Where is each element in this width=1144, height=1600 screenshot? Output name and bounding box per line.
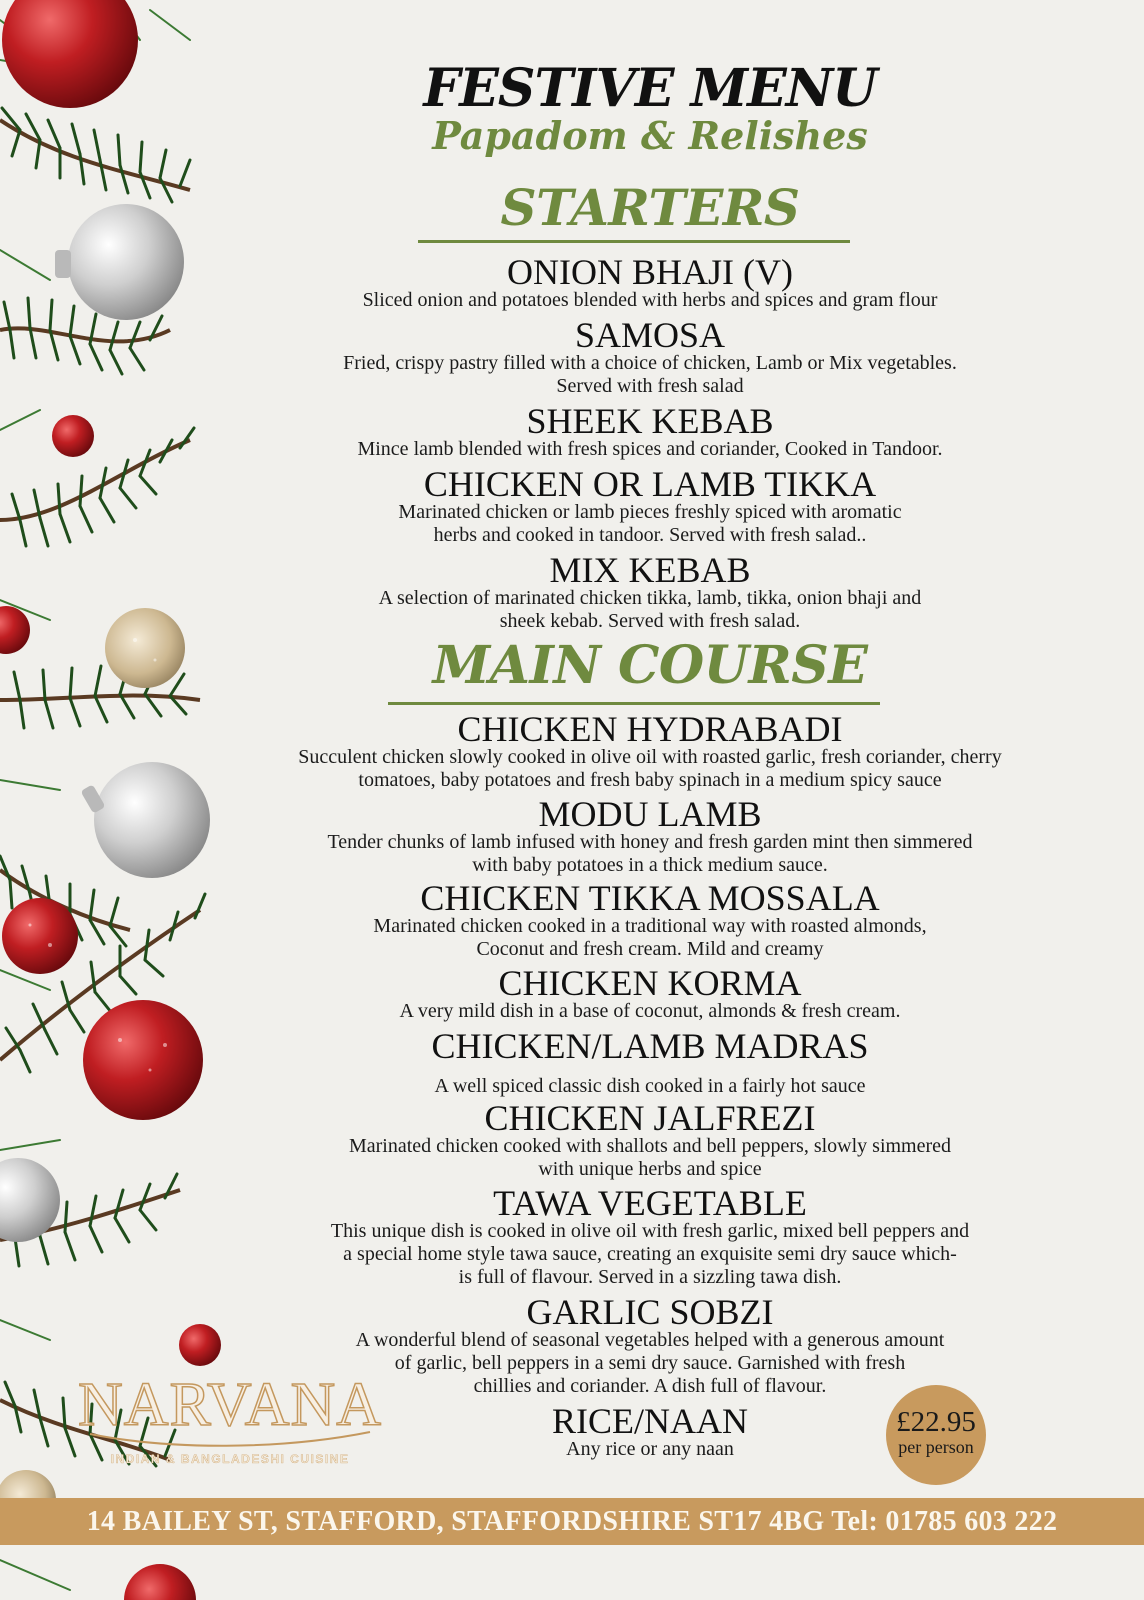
dish-name: MODU LAMB [538, 794, 762, 834]
dish-name: CHICKEN JALFREZI [484, 1098, 816, 1138]
starter-item [225, 550, 1075, 633]
dish-description: A selection of marinated chicken tikka, lamb, tikka, onion bhaji and sheek kebab. Served with fresh salad. [378, 587, 922, 632]
dish-description: Marinated chicken cooked with shallots and bell peppers, slowly simmered with unique herbs and spice [348, 1135, 952, 1180]
menu-title: FESTIVE MENU [423, 58, 877, 119]
dish-name: CHICKEN OR LAMB TIKKA [423, 464, 877, 504]
starter-item [225, 252, 1075, 312]
menu-subtitle: Papadom & Relishes [432, 113, 868, 158]
dish-description: Any rice or any naan [566, 1438, 734, 1460]
main-course-item [225, 709, 1075, 792]
dish-name: GARLIC SOBZI [526, 1292, 774, 1332]
dish-name: ONION BHAJI (V) [507, 252, 793, 292]
dish-name: CHICKEN/LAMB MADRAS [431, 1026, 869, 1066]
main-course-divider [388, 702, 880, 705]
dish-name: TAWA VEGETABLE [493, 1183, 807, 1223]
main-course-heading: MAIN COURSE [432, 635, 868, 696]
main-course-item [225, 794, 1075, 877]
dish-description: Fried, crispy pastry filled with a choice of chicken, Lamb or Mix vegetables. Served with fresh salad [343, 352, 957, 397]
dish-description: Tender chunks of lamb infused with honey and fresh garden mint then simmered with baby potatoes in a thick medium sauce. [327, 831, 973, 876]
dish-description: Sliced onion and potatoes blended with herbs and spices and gram flour [362, 289, 938, 311]
dish-name: SHEEK KEBAB [526, 401, 774, 441]
starters-divider [418, 240, 850, 243]
christmas-garland-decoration [0, 0, 230, 1600]
dish-name: CHICKEN TIKKA MOSSALA [420, 878, 880, 918]
restaurant-logo [60, 1370, 400, 1466]
starter-item [225, 464, 1075, 547]
main-course-item [225, 1183, 1075, 1289]
price-badge [886, 1385, 986, 1485]
dish-name: CHICKEN KORMA [498, 963, 802, 1003]
starter-item [225, 315, 1075, 398]
starters-heading: STARTERS [500, 178, 800, 237]
dish-description: Mince lamb blended with fresh spices and coriander, Cooked in Tandoor. [357, 438, 943, 460]
dish-description: A very mild dish in a base of coconut, almonds & fresh cream. [399, 1000, 901, 1022]
starter-item [225, 401, 1075, 461]
dish-description: This unique dish is cooked in olive oil with fresh garlic, mixed bell peppers and a special home style tawa sauce, creating an exquisite semi dry sauce which- is full of flavour. Served in a sizzling tawa dish. [330, 1220, 970, 1288]
dish-description: A well spiced classic dish cooked in a fairly hot sauce [434, 1075, 866, 1097]
address-footer: 14 BAILEY ST, STAFFORD, STAFFORDSHIRE ST17 4BG Tel: 01785 603 222 [0, 1498, 1144, 1545]
main-course-item [225, 963, 1075, 1023]
main-course-item [225, 878, 1075, 961]
dish-description: Marinated chicken cooked in a traditional way with roasted almonds, Coconut and fresh cream. Mild and creamy [373, 915, 927, 960]
dish-name: CHICKEN HYDRABADI [457, 709, 843, 749]
dish-description: A wonderful blend of seasonal vegetables helped with a generous amount of garlic, bell peppers in a semi dry sauce. Garnished with fresh chillies and coriander. A dish full of flavour. [355, 1329, 945, 1397]
price-amount: £22.95 [896, 1406, 976, 1438]
main-course-item [225, 1098, 1075, 1181]
dish-name: SAMOSA [574, 315, 726, 355]
price-note: per person [898, 1437, 974, 1457]
dish-name: MIX KEBAB [549, 550, 751, 590]
dish-description: Succulent chicken slowly cooked in olive oil with roasted garlic, fresh coriander, cherry tomatoes, baby potatoes and fresh baby spinach in a medium spicy sauce [298, 746, 1002, 791]
logo-tagline: INDIAN & BANGLADESHI CUISINE [110, 1452, 350, 1466]
dish-name: RICE/NAAN [552, 1401, 748, 1441]
logo-wordmark: NARVANA [77, 1371, 383, 1439]
dish-description: Marinated chicken or lamb pieces freshly spiced with aromatic herbs and cooked in tandoor. Served with fresh salad.. [398, 501, 902, 546]
main-course-item [225, 1026, 1075, 1098]
